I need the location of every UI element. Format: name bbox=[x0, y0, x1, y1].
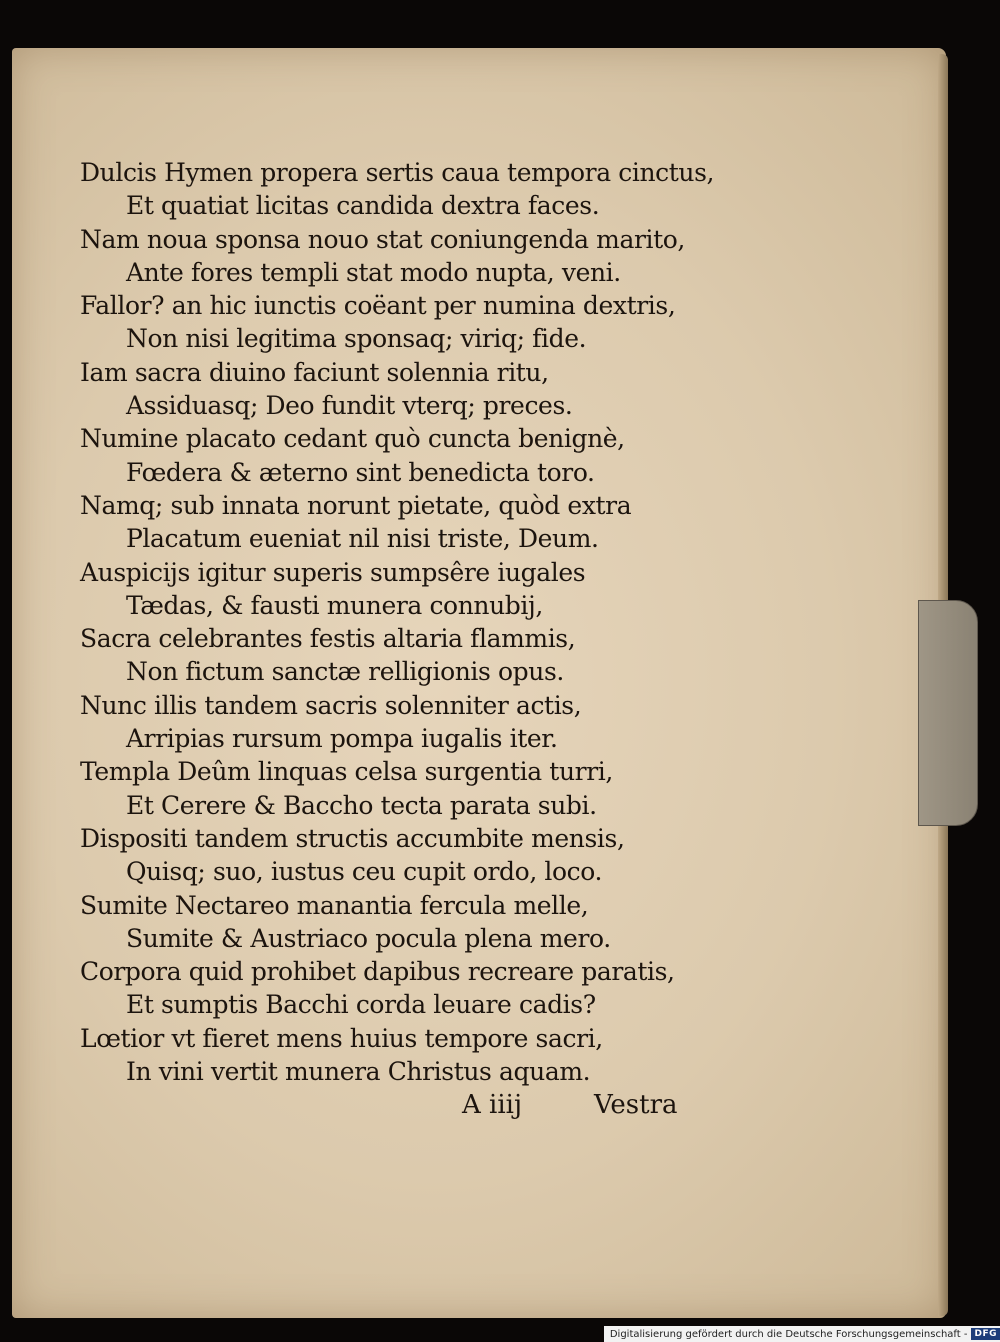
dfg-logo-icon: DFG bbox=[971, 1328, 1000, 1340]
poem-line: Numine placato cedant quò cuncta benignè, bbox=[80, 424, 625, 454]
poem-line: Nunc illis tandem sacris solenniter actis, bbox=[80, 690, 582, 720]
digitization-credit: Digitalisierung gefördert durch die Deutsche Forschungsgemeinschaft - bbox=[609, 1328, 968, 1340]
poem-line: Iam sacra diuino faciunt solennia ritu, bbox=[80, 357, 549, 387]
poem-line: Sacra celebrantes festis altaria flammis, bbox=[80, 624, 576, 654]
poem-line: Non nisi legitima sponsaq; viriq; fide. bbox=[126, 324, 587, 354]
poem-line: Sumite Nectareo manantia fercula melle, bbox=[80, 890, 589, 920]
poem-line: Dispositi tandem structis accumbite mensis, bbox=[80, 823, 625, 853]
poem-line: Nam noua sponsa nouo stat coniungenda marito, bbox=[80, 224, 685, 254]
signature-mark: A iiij bbox=[462, 1090, 523, 1120]
digitization-credit-bar bbox=[604, 1326, 1000, 1342]
poem-line: Et sumptis Bacchi corda leuare cadis? bbox=[126, 990, 596, 1020]
catchword: Vestra bbox=[594, 1090, 678, 1120]
poem-line: Tædas, & fausti munera connubij, bbox=[126, 590, 543, 620]
poem-line: Ante fores templi stat modo nupta, veni. bbox=[126, 257, 621, 287]
poem-line: Fallor? an hic iunctis coëant per numina dextris, bbox=[80, 291, 676, 321]
poem-line: Fœdera & æterno sint benedicta toro. bbox=[126, 457, 595, 487]
scan-holder-tab bbox=[918, 600, 978, 826]
poem-line: Namq; sub innata norunt pietate, quòd extra bbox=[80, 490, 632, 520]
poem-line: Et Cerere & Baccho tecta parata subi. bbox=[126, 790, 597, 820]
poem-line: Quisq; suo, iustus ceu cupit ordo, loco. bbox=[126, 857, 603, 887]
poem-line: Templa Deûm linquas celsa surgentia turri, bbox=[80, 757, 613, 787]
poem-line: Dulcis Hymen propera sertis caua tempora cinctus, bbox=[80, 158, 715, 187]
poem-line: Auspicijs igitur superis sumpsêre iugales bbox=[80, 557, 586, 587]
poem-line: Placatum eueniat nil nisi triste, Deum. bbox=[126, 524, 599, 554]
poem-line: Assiduasq; Deo fundit vterq; preces. bbox=[126, 391, 573, 421]
poem-line: Corpora quid prohibet dapibus recreare paratis, bbox=[80, 957, 675, 987]
poem-line: Arripias rursum pompa iugalis iter. bbox=[126, 724, 558, 754]
poem-text bbox=[80, 156, 715, 1088]
poem-line: Et quatiat licitas candida dextra faces. bbox=[126, 191, 600, 221]
poem-line: Sumite & Austriaco pocula plena mero. bbox=[126, 923, 611, 953]
poem-line: In vini vertit munera Christus aquam. bbox=[126, 1057, 591, 1087]
poem-line: Lœtior vt fieret mens huius tempore sacri, bbox=[80, 1023, 603, 1053]
poem-line: Non fictum sanctæ relligionis opus. bbox=[126, 657, 564, 687]
